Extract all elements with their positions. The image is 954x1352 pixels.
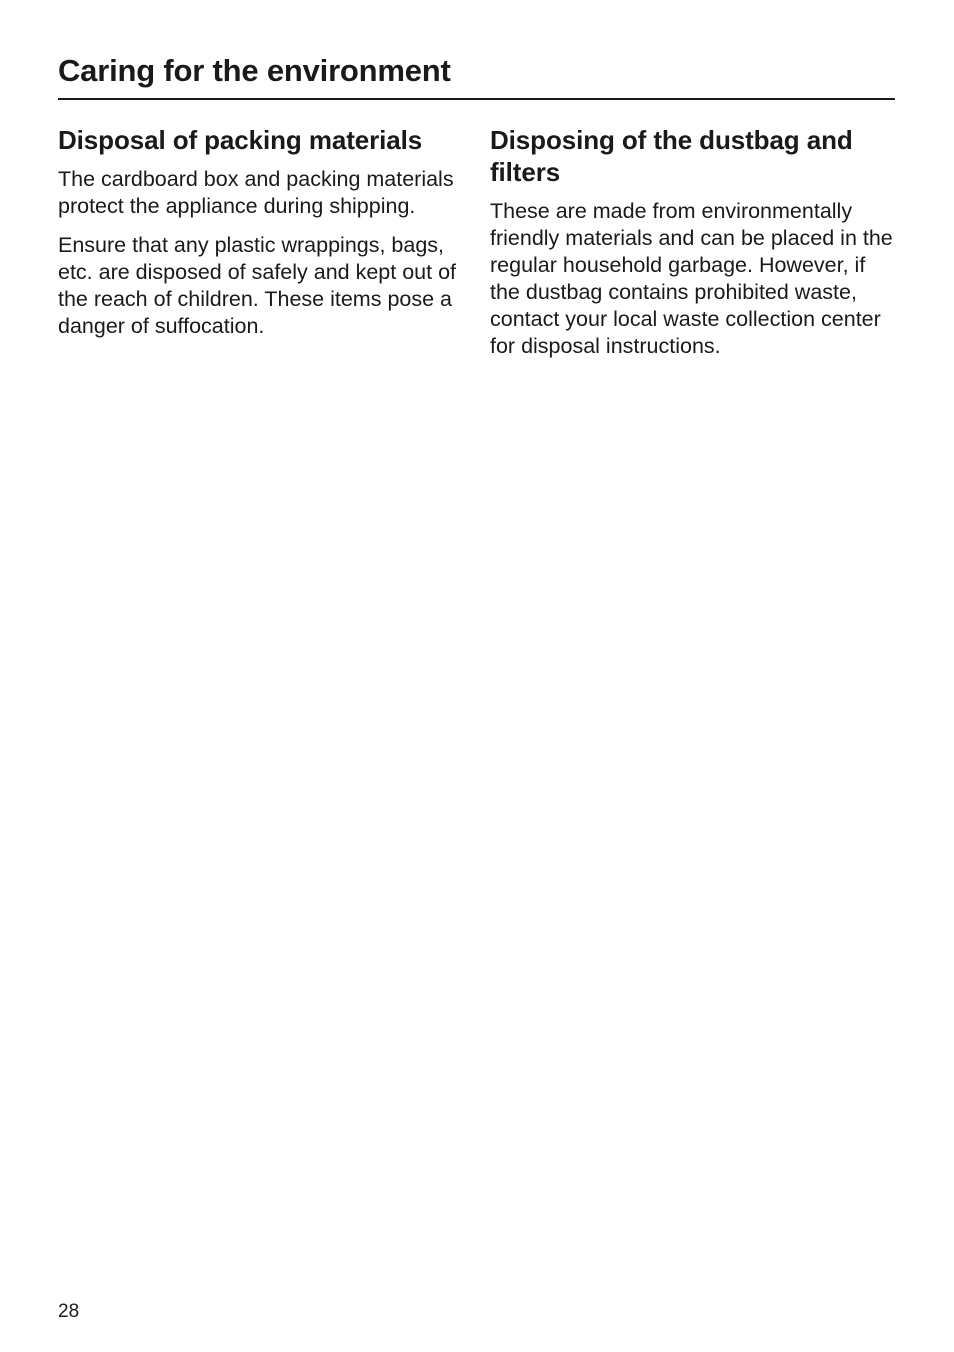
paragraph-packing-1: The cardboard box and packing materials protect the appliance during shipping.: [58, 167, 454, 218]
title-divider: [58, 98, 895, 100]
paragraph-dustbag-1: These are made from environmentally friendly materials and can be placed in the regular household garbage. However, if the dustbag contains prohibited waste, contact your local waste collection center for disposal instructions.: [490, 199, 893, 358]
section-heading-dustbag: Disposing of the dustbag and filters: [490, 125, 853, 187]
page-number: 28: [58, 1301, 80, 1322]
paragraph-packing-2: Ensure that any plastic wrappings, bags, etc. are disposed of safely and kept out of the reach of children. These items pose a danger of suffocation.: [58, 233, 457, 338]
section-packing-materials: [58, 124, 463, 352]
section-heading-packing: Disposal of packing materials: [58, 125, 423, 155]
page-title: Caring for the environment: [58, 53, 451, 88]
section-dustbag-filters: [490, 124, 895, 372]
